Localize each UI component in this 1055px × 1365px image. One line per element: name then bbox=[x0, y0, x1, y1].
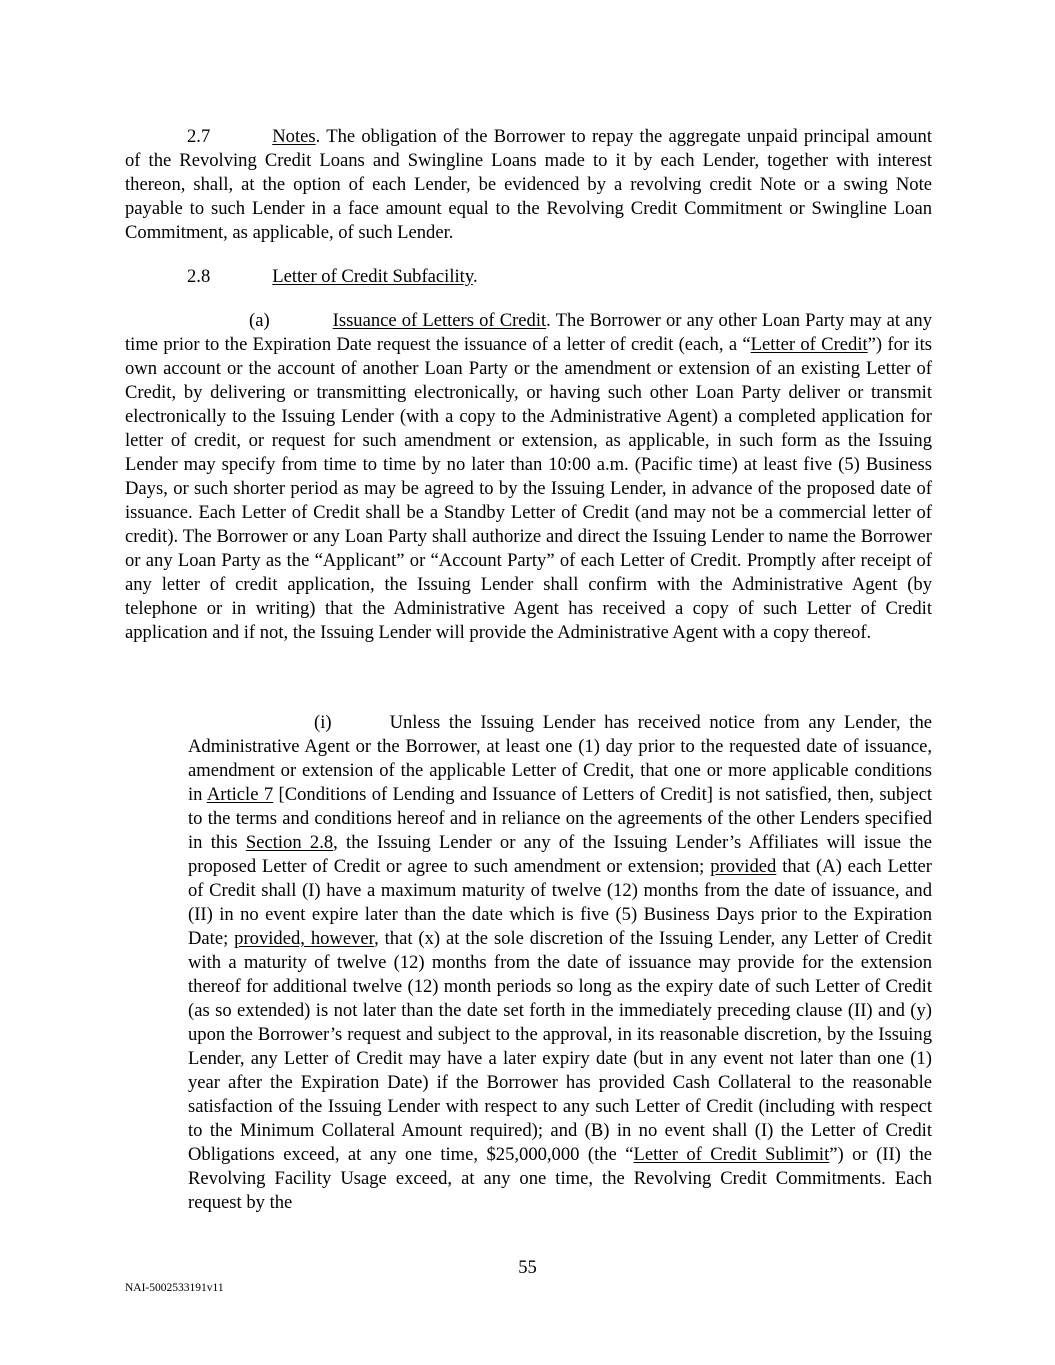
section-2-7-paragraph bbox=[125, 125, 932, 245]
subsection-i-text-3: , the Issuing Lender or any of the Issuing Lender’s Affiliates will issue the proposed Letter of Credit or agree to such amendment or extension; bbox=[188, 832, 932, 877]
provided-however-term: provided, however bbox=[234, 928, 375, 949]
subsection-a-heading: Issuance of Letters of Credit bbox=[332, 310, 547, 331]
subsection-i-text-4: that (A) each Letter of Credit shall (I) have a maximum maturity of twelve (12) months from the date of issuance, and (II) in no event expire later than the date which is five (5) Business Days prior to the Expiration Date; bbox=[188, 856, 932, 949]
subsection-a-paragraph bbox=[125, 309, 932, 645]
section-2-7-text: . The obligation of the Borrower to repay the aggregate unpaid principal amount of the Revolving Credit Loans and Swingline Loans made to it by each Lender, together with interest thereon, shall, at the option of each Lender, be evidenced by a revolving credit Note or a swing Note payable to such Lender in a face amount equal to the Revolving Credit Commitment or Swingline Loan Commitment, as applicable, of such Lender. bbox=[125, 126, 932, 243]
section-2-8-heading: Letter of Credit Subfacility bbox=[272, 266, 473, 287]
subsection-i-text-2: [Conditions of Lending and Issuance of Letters of Credit] is not satisfied, then, subject to the terms and conditions hereof and in reliance on the agreements of the other Lenders specified in this bbox=[188, 784, 932, 853]
subsection-a-text-1: . The Borrower or any other Loan Party may at any time prior to the Expiration Date request the issuance of a letter of credit (each, a “ bbox=[125, 310, 932, 355]
section-2-8-reference: Section 2.8 bbox=[245, 832, 334, 853]
subsection-i-paragraph bbox=[188, 711, 932, 1215]
provided-term: provided bbox=[710, 856, 777, 877]
subsection-i-text-5: , that (x) at the sole discretion of the Issuing Lender, any Letter of Credit with a maturity of twelve (12) months from the date of issuance may provide for the extension thereof for additional twelve (12) month periods so long as the expiry date of such Letter of Credit (as so extended) is not later than the date set forth in the immediately preceding clause (II) and (y) upon the Borrower’s request and subject to the approval, in its reasonable discretion, by the Issuing Lender, any Letter of Credit may have a later expiry date (but in any event not later than one (1) year after the Expiration Date) if the Borrower has provided Cash Collateral to the reasonable satisfaction of the Issuing Lender with respect to any such Letter of Credit (including with respect to the Minimum Collateral Amount required); and (B) in no event shall (I) the Letter of Credit Obligations exceed, at any one time, $25,000,000 (the “ bbox=[188, 928, 932, 1165]
section-2-8-number: 2.8 bbox=[187, 266, 211, 287]
document-id: NAI-5002533191v11 bbox=[125, 1282, 224, 1294]
page-number: 55 bbox=[518, 1257, 537, 1278]
article-7-reference: Article 7 bbox=[206, 784, 274, 805]
subsection-i-text-6: ”) or (II) the Revolving Facility Usage exceed, at any one time, the Revolving Credit Commitments. Each request by the bbox=[188, 1144, 932, 1213]
subsection-i-text-1: Unless the Issuing Lender has received notice from any Lender, the Administrative Agent or the Borrower, at least one (1) day prior to the requested date of issuance, amendment or extension of the applicable Letter of Credit, that one or more applicable conditions in bbox=[188, 712, 932, 805]
letter-of-credit-sublimit-term: Letter of Credit Sublimit bbox=[633, 1144, 830, 1165]
subsection-i-label: (i) bbox=[314, 712, 332, 733]
section-2-8-heading-line bbox=[125, 265, 932, 289]
section-2-7-number: 2.7 bbox=[187, 126, 211, 147]
section-2-8-tail: . bbox=[472, 266, 478, 287]
subsection-a-text-2: ”) for its own account or the account of another Loan Party or the amendment or extension of an existing Letter of Credit, by delivering or transmitting electronically, or having such other Loan Party deliver or transmit electronically to the Issuing Lender (with a copy to the Administrative Agent) a completed application for letter of credit, or request for such amendment or extension, as applicable, in such form as the Issuing Lender may specify from time to time by no later than 10:00 a.m. (Pacific time) at least five (5) Business Days, or such shorter period as may be agreed to by the Issuing Lender, in advance of the proposed date of issuance. Each Letter of Credit shall be a Standby Letter of Credit (and may not be a commercial letter of credit). The Borrower or any Loan Party shall authorize and direct the Issuing Lender to name the Borrower or any Loan Party as the “Applicant” or “Account Party” of each Letter of Credit. Promptly after receipt of any letter of credit application, the Issuing Lender shall confirm with the Administrative Agent (by telephone or in writing) that the Administrative Agent has received a copy of such Letter of Credit application and if not, the Issuing Lender will provide the Administrative Agent with a copy thereof. bbox=[125, 334, 932, 643]
section-2-7-heading: Notes bbox=[272, 126, 316, 147]
subsection-a-label: (a) bbox=[249, 310, 270, 331]
defined-term-letter-of-credit: Letter of Credit bbox=[750, 334, 868, 355]
